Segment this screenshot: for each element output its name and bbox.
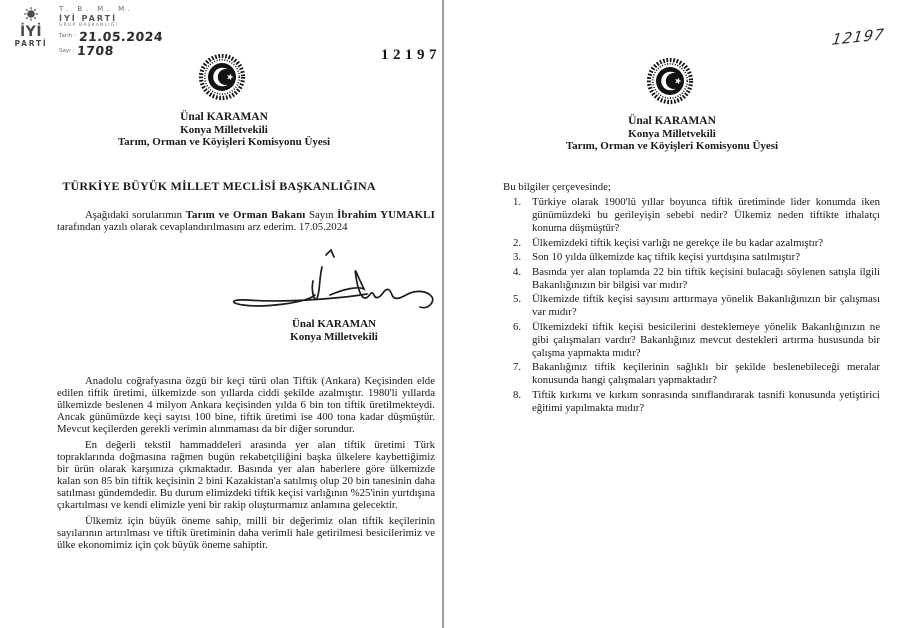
question-text: Ülkemizdeki tiftik keçisi varlığı ne gerekçe ile bu kadar azalmıştır? [532, 236, 824, 249]
letterhead-author [74, 111, 374, 149]
intro-text-mid: Sayın [305, 209, 338, 221]
author-title: Konya Milletvekili [628, 127, 716, 140]
question-number: 6. [513, 320, 522, 333]
stamp-number-row [59, 45, 163, 58]
questions-lead: Bu bilgiler çerçevesinde; [503, 181, 611, 193]
question-item [513, 196, 880, 235]
document-heading: TÜRKİYE BÜYÜK MİLLET MECLİSİ BAŞKANLIĞINA [62, 179, 376, 193]
question-number: 3. [513, 251, 522, 263]
author-title: Konya Milletvekili [180, 123, 268, 136]
question-number: 7. [513, 361, 522, 373]
author-name: Ünal KARAMAN [180, 111, 268, 123]
intro-text: Aşağıdaki sorularımın [85, 209, 186, 221]
question-item [513, 266, 880, 292]
question-number: 5. [513, 293, 522, 305]
signer-name: Ünal KARAMAN [291, 318, 377, 330]
stamp-org-line: T. B. M. M. [59, 5, 134, 13]
body-paragraph: Ülkemiz için büyük öneme sahip, milli bir değerimiz olan tiftik keçilerinin sayılarının artırılması ve tiftik üretiminin daha verimli hale getirilmesi besicilerimiz ve ülke ekonomimiz için çok büyük öneme sahiptir. [57, 515, 435, 552]
party-logo-word-bottom: PARTİ [14, 39, 48, 48]
question-item [513, 361, 880, 387]
stamp-number-value: 1708 [76, 43, 115, 58]
signature-scribble [222, 247, 434, 319]
document-number: 12197 [381, 47, 441, 63]
tbmm-seal-icon [198, 53, 246, 101]
question-text: Türkiye olarak 1900'lü yıllar boyunca tiftik üretiminde lider konumda iken günümüzdeki bu gerileyişin sebebi nedir? Ülkemiz neden tiftikte ithalatçı konuma düşmüştür? [532, 196, 880, 234]
question-list [513, 196, 880, 416]
author-role: Tarım, Orman ve Köyişleri Komisyonu Üyesi [565, 140, 779, 152]
question-text: Ülkemizdeki tiftik keçisi besicilerini desteklemeye yönelik Bakanlığınızın ne gibi çalışmaları vardır? Bakanlığınız mevcut destekleri artırma hususunda bir çalışma yapmakta mıdır? [532, 320, 880, 359]
question-item [513, 389, 880, 415]
question-text: Tiftik kırkımı ve kırkım sonrasında sınıflandırarak tasnifi konusunda yetiştirici eğitimi yapılmakta mıdır? [532, 388, 880, 414]
question-item [513, 321, 880, 360]
stamp-text-block [59, 5, 163, 58]
question-text: Ülkemizde tiftik keçisi sayısını arttırmaya yönelik Bakanlığınızın bir çalışması var mıdır? [532, 293, 880, 318]
body-paragraph: En değerli tekstil hammaddeleri arasında yer alan tiftik üretimi Türk topraklarında doğmasına rağmen bugün rekabetçiliğini başka ülkelere kaybettiğimiz bir ürün olarak karşımıza çıkmaktadır. Basında yer alan haberlere göre ülkemizde kalan son 85 bin tiftik keçisinin 2 bini Kazakistan'a satılmış olup 20 bin tanesinin daha satılması gündemdedir. Bu durum elimizdeki tiftik keçisi varlığının %25'inin yurtdışına çıkartılması ve kendi elimizle yeni bir rakip oluşturmamız anlamına gelecektir. [57, 438, 435, 512]
question-number: 1. [513, 196, 522, 208]
intro-name-bold: İbrahim YUMAKLI [337, 209, 435, 221]
tbmm-seal-icon [646, 57, 694, 105]
document-number-handwritten: 12197 [830, 25, 886, 49]
question-item [513, 251, 880, 264]
signer-title: Konya Milletvekili [290, 331, 378, 343]
stamp-number-label: Sayı : [59, 47, 75, 54]
question-number: 4. [513, 265, 522, 278]
party-logo-word-top: İYİ [19, 24, 43, 40]
stamp-date-value: 21.05.2024 [78, 28, 164, 44]
author-role: Tarım, Orman ve Köyişleri Komisyonu Üyesi [117, 136, 331, 148]
iyi-party-logo [10, 5, 52, 58]
party-registry-stamp [10, 5, 170, 58]
stamp-party-line: İYİ PARTİ [59, 14, 118, 23]
intro-text-post: tarafından yazılı olarak cevaplandırılmasını arz ederim. 17.05.2024 [57, 221, 348, 234]
question-item [513, 237, 880, 250]
stamp-date-label: Tarih : [59, 33, 76, 39]
right-page [444, 0, 900, 628]
intro-minister-bold: Tarım ve Orman Bakanı [185, 209, 306, 221]
stamp-date-row [59, 28, 164, 44]
question-text: Basında yer alan toplamda 22 bin tiftik keçisini bulacağı söylenen satışla ilgili Bakanlığınızın bir bilgisi var mıdır? [532, 265, 880, 291]
question-number: 8. [513, 388, 522, 401]
sun-icon [23, 7, 39, 21]
question-item [513, 293, 880, 319]
letterhead-author [522, 115, 822, 153]
author-name: Ünal KARAMAN [628, 115, 716, 127]
question-text: Son 10 yılda ülkemizde kaç tiftik keçisi yurtdışına satılmıştır? [532, 251, 801, 263]
stamp-unit-line: GRUP BAŞKANLIĞI [59, 23, 119, 28]
signature-name-block [256, 318, 412, 344]
body-paragraph: Anadolu coğrafyasına özgü bir keçi türü olan Tiftik (Ankara) Keçisinden elde edilen tiftik üretimi, ülkemizde son yıllarda ciddi şekilde azalmıştır. 1980'li yıllarda ülkemizde beslenen 4 milyon Ankara keçisinden yılda 6 bin ton tiftik üretilmekteydi. Ancak günümüzde keçi sayısı 100 bine, tiftik üretimi ise 400 tona kadar düşmüştür. Mevcut keçilerden gerekli verimin alınmaması da bir diğer sorundur. [57, 375, 435, 436]
petition-body [57, 375, 435, 555]
petition-intro [57, 209, 435, 233]
left-page [0, 0, 442, 628]
question-text: Bakanlığınız tiftik keçilerinin sağlıklı bir şekilde beslenebileceği meralar konusunda hangi çalışmaları yapmaktadır? [532, 361, 880, 386]
question-number: 2. [513, 236, 522, 249]
